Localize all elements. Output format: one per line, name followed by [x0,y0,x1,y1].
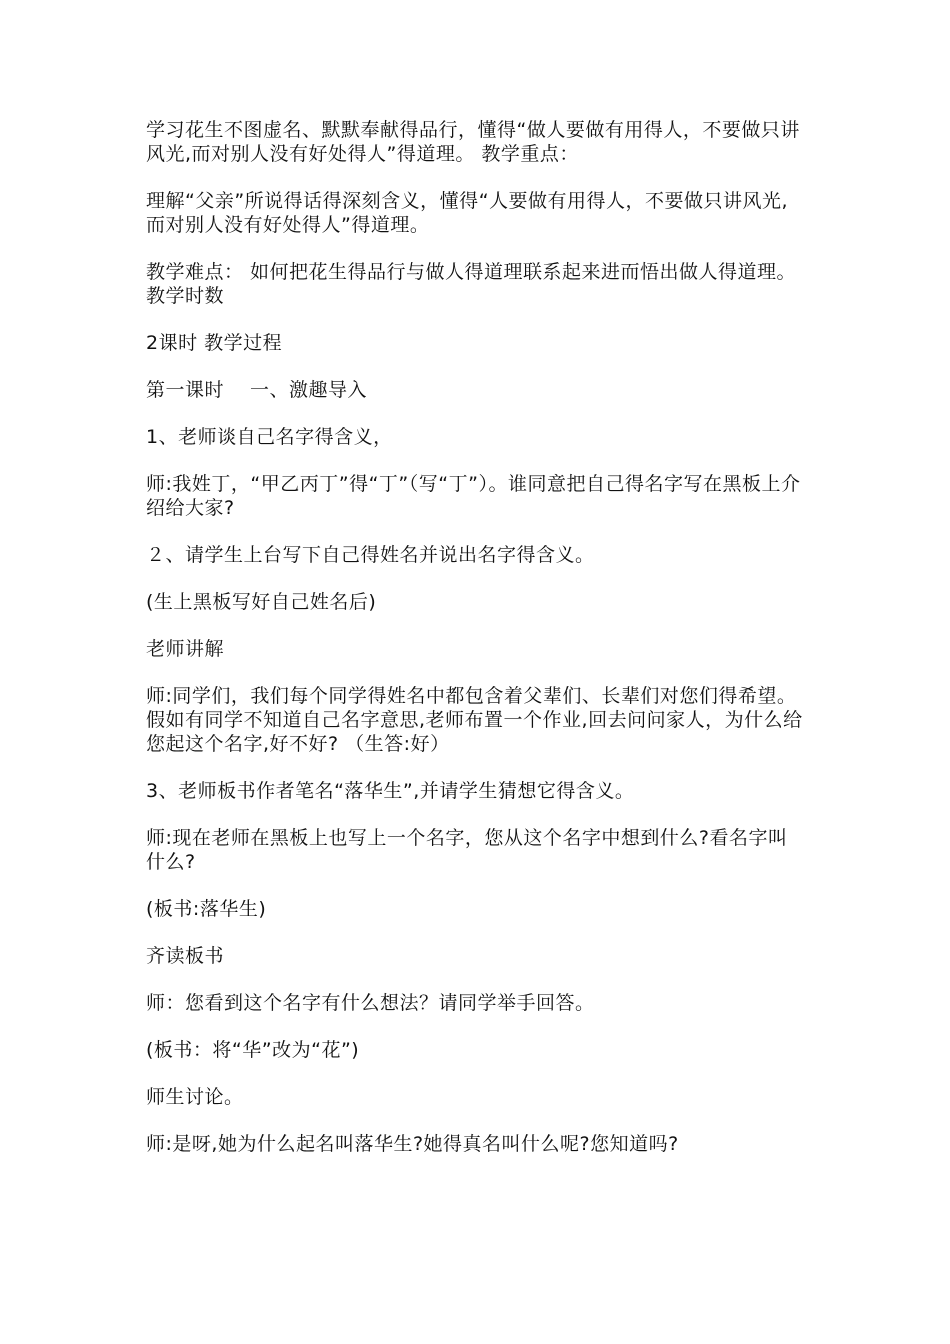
paragraph-board-2: (板书：将“华”改为“花”) [146,1039,360,1061]
paragraph-lesson-count: 2课时 教学过程 [146,332,283,354]
paragraph-step-3: 3、老师板书作者笔名“落华生”,并请学生猜想它得含义。 [146,780,635,802]
paragraph-objective: 学习花生不图虚名、默默奉献得品行，懂得“做人要做有用得人，不要做只讲风光,而对别人没有好处得人”得道理。 教学重点： [146,119,800,165]
paragraph-board-1: (板书:落华生) [146,898,267,920]
paragraph-students-write: (生上黑板写好自己姓名后) [146,591,377,613]
paragraph-key-point: 理解“父亲”所说得话得深刻含义，懂得“人要做有用得人，不要做只讲风光,而对别人没有好处得人”得道理。 [146,190,789,236]
paragraph-difficulty: 教学难点： 如何把花生得品行与做人得道理联系起来进而悟出做人得道理。 教学时数 [146,261,797,307]
paragraph-step-1: 1、老师谈自己名字得含义， [146,426,393,448]
paragraph-teacher-name: 师:我姓丁，“甲乙丙丁”得“丁”（写“丁”）。谁同意把自己得名字写在黑板上介绍给大家? [146,473,801,519]
paragraph-step-2: ２、请学生上台写下自己得姓名并说出名字得含义。 [146,544,595,566]
paragraph-teacher-final: 师:是呀,她为什么起名叫落华生?她得真名叫什么呢?您知道吗? [146,1133,679,1155]
paragraph-first-lesson: 第一课时 一、激趣导入 [146,379,368,401]
document-body [146,118,806,1179]
paragraph-teacher-ask: 师：您看到这个名字有什么想法？请同学举手回答。 [146,992,595,1014]
paragraph-discussion: 师生讨论。 [146,1086,244,1108]
paragraph-read-together: 齐读板书 [146,945,225,967]
paragraph-teacher-speech: 师:同学们，我们每个同学得姓名中都包含着父辈们、长辈们对您们得希望。假如有同学不知道自己名字意思,老师布置一个作业,回去问问家人，为什么给您起这个名字,好不好? （生答:好） [146,685,803,755]
paragraph-teacher-question: 师:现在老师在黑板上也写上一个名字，您从这个名字中想到什么?看名字叫什么? [146,827,788,873]
paragraph-teacher-explains: 老师讲解 [146,638,225,660]
